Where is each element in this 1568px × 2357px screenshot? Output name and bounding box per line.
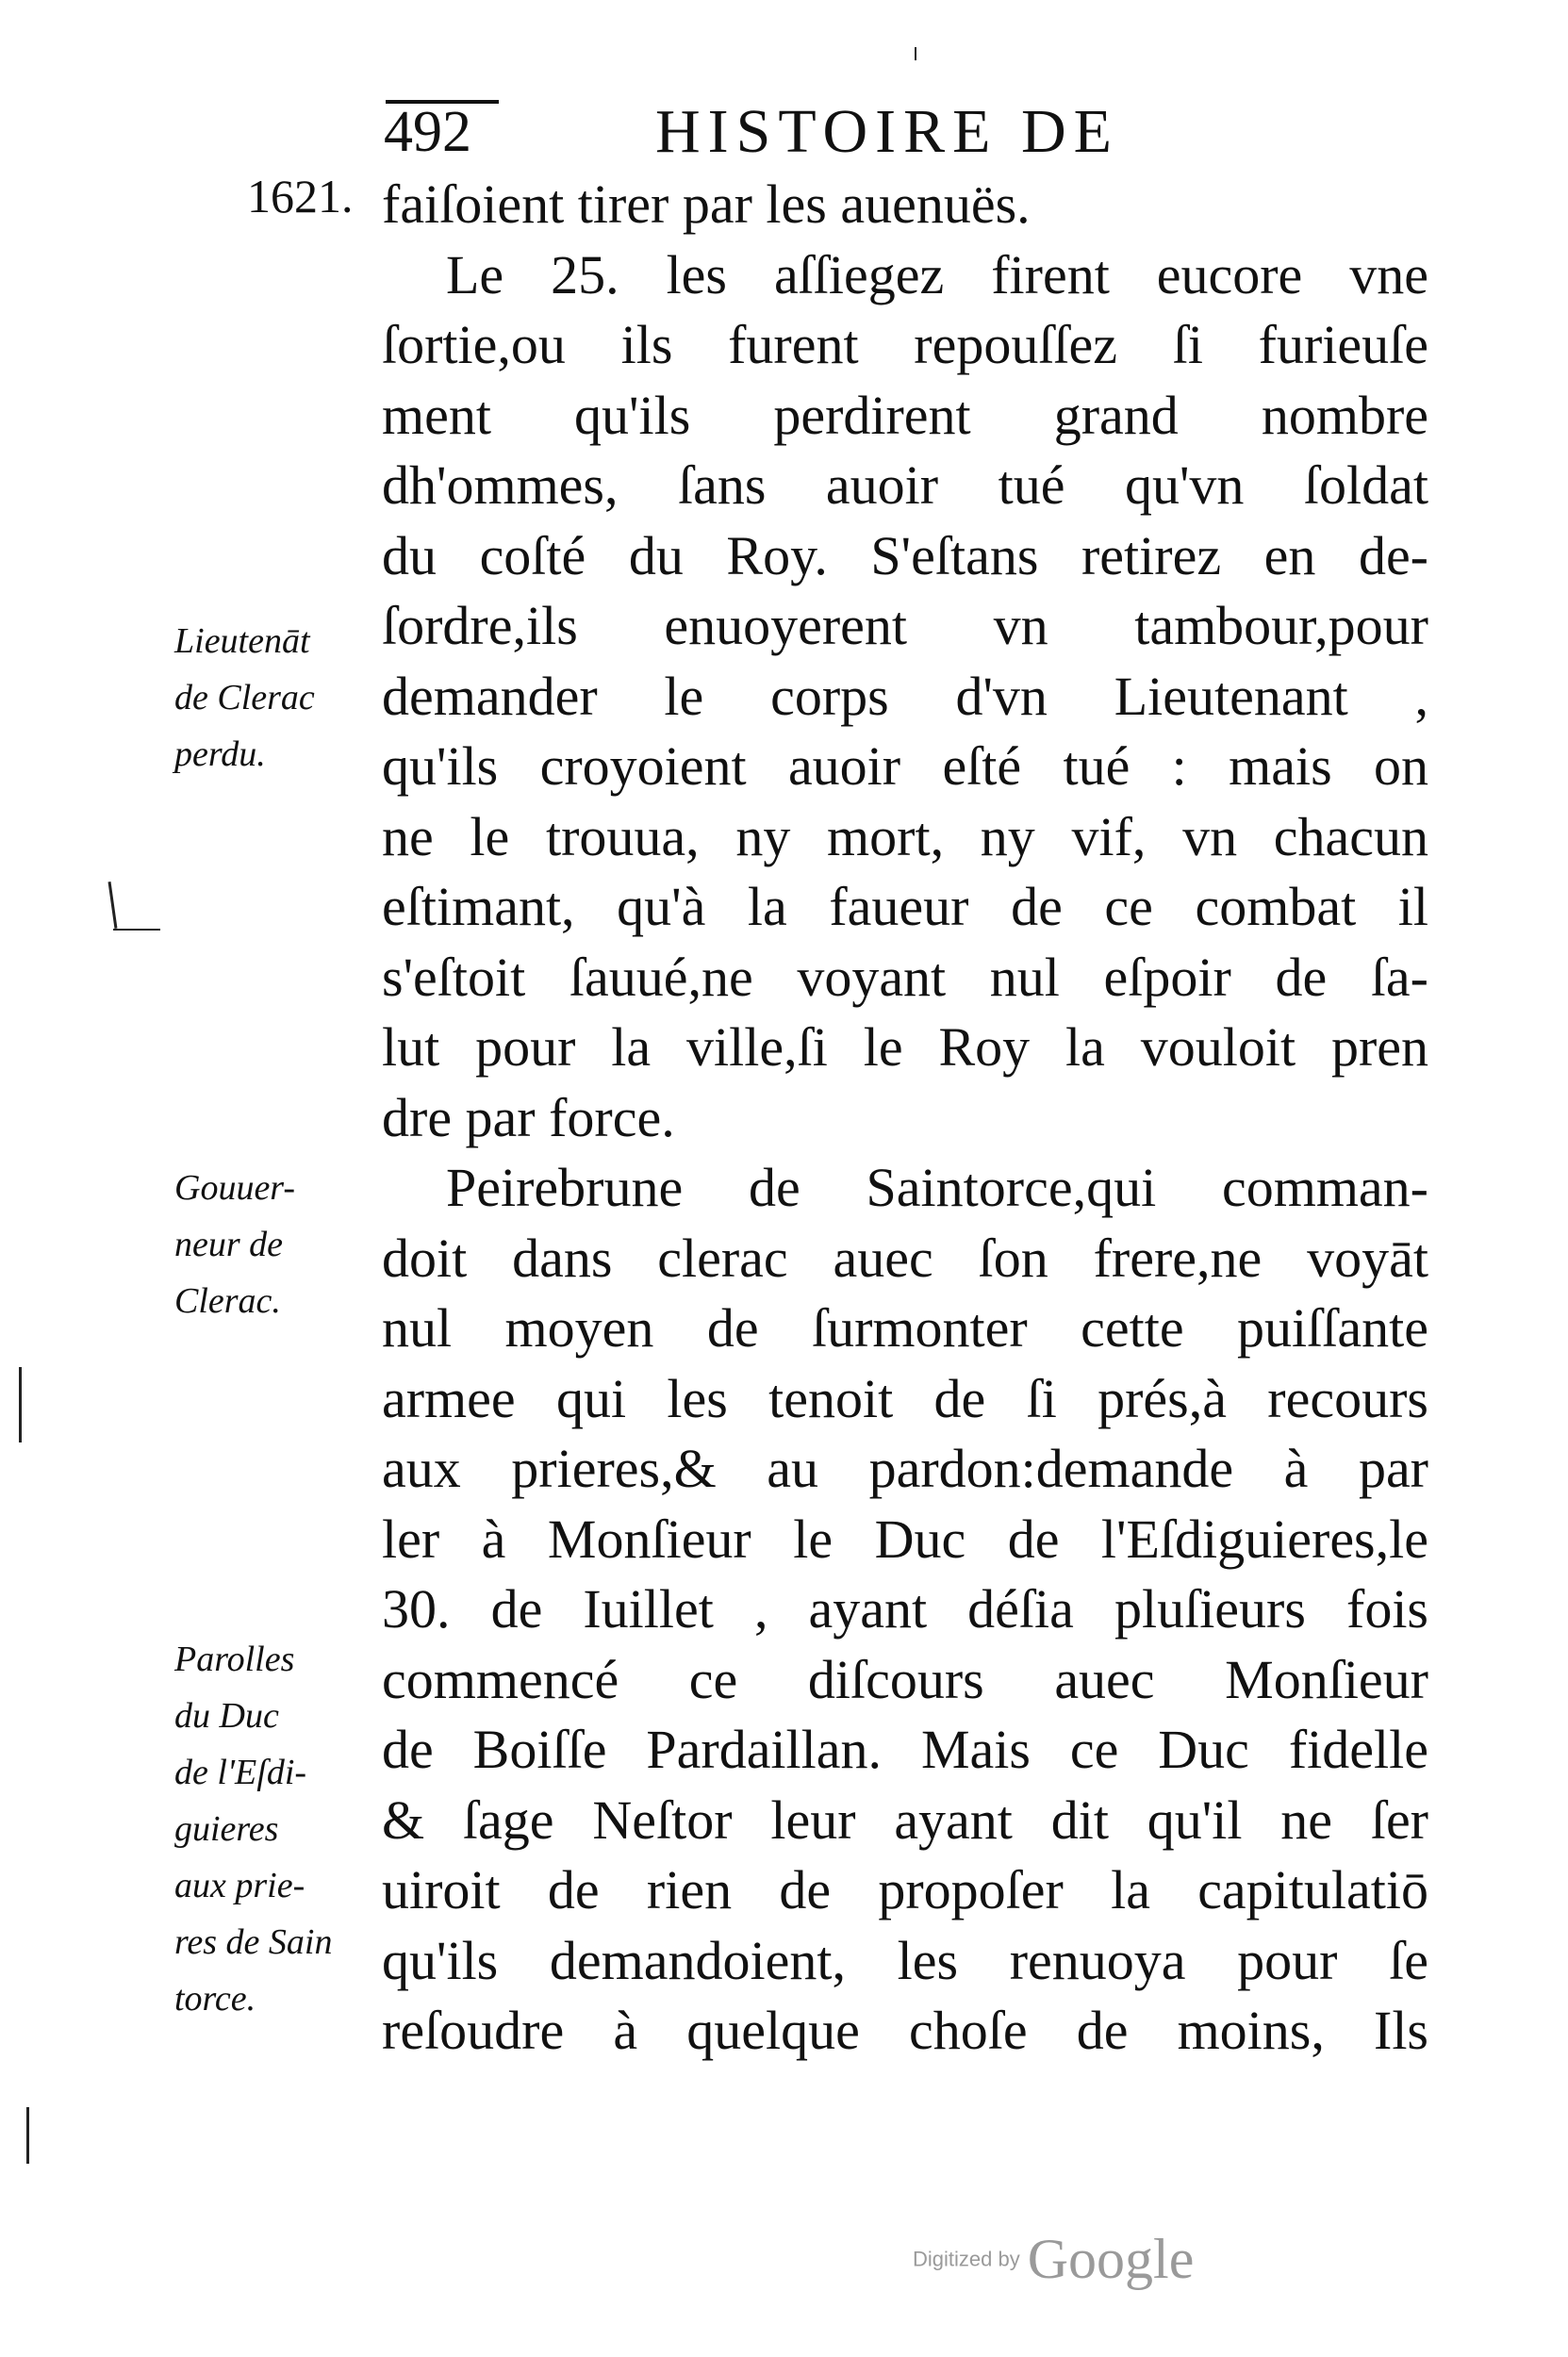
scan-artifact xyxy=(19,1367,22,1442)
margin-note-parolles xyxy=(174,1631,391,2027)
text-line: Le 25. les aſſiegez firent eucore vne xyxy=(446,243,1428,305)
margin-note-line: aux prie- xyxy=(174,1866,305,1905)
margin-note-line: Clerac. xyxy=(174,1281,281,1321)
text-line: faiſoient tirer par les auenuës. xyxy=(382,173,1031,235)
text-line: ſortie,ou ils furent repouſſez ſi furieuſe xyxy=(382,314,1428,375)
text-line: Peirebrune de Saintorce,qui comman- xyxy=(446,1157,1428,1218)
text-line: de Boiſſe Pardaillan. Mais ce Duc fidelle xyxy=(382,1719,1428,1780)
digitized-watermark xyxy=(913,2227,1194,2292)
scan-artifact xyxy=(26,2107,29,2164)
scan-artifact xyxy=(108,882,118,929)
running-title: HISTOIRE DE xyxy=(655,97,1119,166)
text-line: nul moyen de ſurmonter cette puiſſante xyxy=(382,1297,1428,1359)
text-line: ler à Monſieur le Duc de l'Eſdiguieres,le xyxy=(382,1508,1428,1570)
text-line: dh'ommes, ſans auoir tué qu'vn ſoldat xyxy=(382,454,1428,516)
page-number: 492 xyxy=(384,94,471,170)
text-line: demander le corps d'vn Lieutenant , xyxy=(382,665,1428,727)
scan-artifact xyxy=(915,47,916,60)
margin-note-line: torce. xyxy=(174,1979,256,2019)
text-line: reſoudre à quelque choſe de moins, Ils xyxy=(382,2000,1428,2061)
margin-note-line: perdu. xyxy=(174,734,266,774)
margin-note-line: res de Sain xyxy=(174,1922,333,1962)
margin-note-line: de l'Eſdi- xyxy=(174,1753,307,1792)
margin-note-line: Lieutenāt xyxy=(174,621,310,661)
margin-note-line: neur de xyxy=(174,1225,284,1264)
text-line: doit dans clerac auec ſon frere,ne voyāt xyxy=(382,1227,1428,1289)
margin-note-line: du Duc xyxy=(174,1696,279,1736)
text-line: qu'ils demandoient, les renuoya pour ſe xyxy=(382,1929,1428,1991)
text-line: ment qu'ils perdirent grand nombre xyxy=(382,384,1428,446)
text-line: uiroit de rien de propoſer la capitulatiō xyxy=(382,1859,1428,1920)
text-line: du coſté du Roy. S'eſtans retirez en de- xyxy=(382,524,1428,586)
text-line: s'eſtoit ſauué,ne voyant nul eſpoir de ſa- xyxy=(382,946,1428,1008)
margin-note-line: guieres xyxy=(174,1809,279,1849)
margin-note-gouverneur xyxy=(174,1160,391,1329)
margin-note-lieutenant xyxy=(174,613,391,783)
google-logo: Google xyxy=(1027,2228,1195,2290)
text-line: lut pour la ville,ſi le Roy la vouloit pren xyxy=(382,1016,1428,1078)
margin-note-line: de Clerac xyxy=(174,678,315,717)
text-line: qu'ils croyoient auoir eſté tué : mais on xyxy=(382,735,1428,797)
text-line: eſtimant, qu'à la faueur de ce combat il xyxy=(382,876,1428,937)
margin-note-line: Parolles xyxy=(174,1640,295,1679)
year-marginal: 1621. xyxy=(247,170,354,223)
scan-artifact xyxy=(113,929,160,931)
text-line: ne le trouua, ny mort, ny vif, vn chacun xyxy=(382,805,1428,867)
watermark-prefix: Digitized by xyxy=(913,2247,1020,2271)
text-line: armee qui les tenoit de ſi prés,à recours xyxy=(382,1367,1428,1429)
text-line: aux prieres,& au pardon:demande à par xyxy=(382,1438,1428,1499)
text-line: 30. de Iuillet , ayant déſia pluſieurs fois xyxy=(382,1578,1428,1640)
text-line: dre par force. xyxy=(382,1086,675,1148)
text-line: & ſage Neſtor leur ayant dit qu'il ne ſer xyxy=(382,1788,1428,1851)
margin-note-line: Gouuer- xyxy=(174,1168,295,1208)
page-header xyxy=(372,94,1249,170)
text-line: ſordre,ils enuoyerent vn tambour,pour xyxy=(382,595,1428,656)
text-line: commencé ce diſcours auec Monſieur xyxy=(382,1648,1428,1710)
body-text xyxy=(382,170,1428,2067)
